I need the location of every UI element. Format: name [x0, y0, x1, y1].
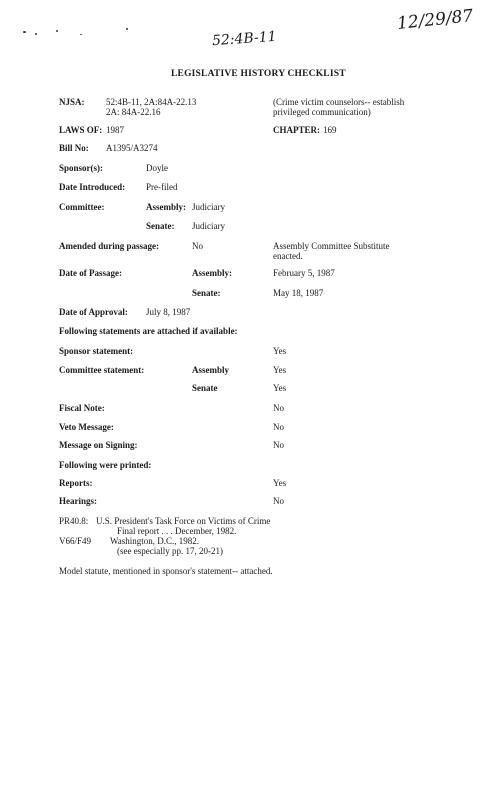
sponsor-statement-label: Sponsor statement:: [59, 346, 134, 356]
sponsor-label: Sponsor(s):: [59, 163, 104, 173]
date-introduced-label: Date Introduced:: [59, 182, 126, 192]
amended-note-line1: Assembly Committee Substitute: [273, 241, 390, 251]
amended-value: No: [192, 241, 203, 251]
laws-of-value: 1987: [106, 125, 124, 135]
committee-statement-senate-label: Senate: [192, 383, 218, 393]
njsa-value-line2: 2A: 84A-22.16: [106, 107, 161, 117]
message-on-signing-value: No: [273, 440, 284, 450]
handwritten-law-number: 52:4B-11: [211, 28, 278, 50]
scan-speck: [126, 28, 128, 30]
committee-statement-assembly-value: Yes: [273, 365, 287, 375]
reference-line-2: Final report . . . December, 1982.: [117, 526, 237, 536]
scan-speck: [80, 34, 82, 35]
passage-assembly-label: Assembly:: [192, 268, 232, 278]
passage-label: Date of Passage:: [59, 268, 122, 278]
committee-senate-label: Senate:: [146, 221, 175, 231]
fiscal-note-label: Fiscal Note:: [59, 403, 105, 413]
laws-of-label: LAWS OF:: [59, 125, 103, 135]
chapter-value: 169: [323, 125, 337, 135]
njsa-description-line1: (Crime victim counselors-- establish: [273, 97, 405, 107]
sponsor-value: Doyle: [146, 163, 168, 173]
reference-line-4: (see especially pp. 17, 20-21): [117, 546, 223, 556]
veto-message-label: Veto Message:: [59, 422, 114, 432]
passage-senate-label: Senate:: [192, 288, 221, 298]
message-on-signing-label: Message on Signing:: [59, 440, 138, 450]
committee-assembly-value: Judiciary: [192, 202, 225, 212]
footnote: Model statute, mentioned in sponsor's statement-- attached.: [59, 566, 273, 576]
scan-speck: [23, 31, 26, 33]
passage-senate-value: May 18, 1987: [273, 288, 324, 298]
date-introduced-value: Pre-filed: [146, 182, 178, 192]
reference-line-1: U.S. President's Task Force on Victims of Crime: [96, 516, 271, 526]
njsa-value-line1: 52:4B-11, 2A:84A-22.13: [106, 97, 197, 107]
njsa-description-line2: privileged communication): [273, 107, 371, 117]
bill-no-label: Bill No:: [59, 143, 89, 153]
passage-assembly-value: February 5, 1987: [273, 268, 335, 278]
printed-heading: Following were printed:: [59, 460, 152, 470]
reference-line-3: Washington, D.C., 1982.: [110, 536, 200, 546]
committee-statement-assembly-label: Assembly: [192, 365, 230, 375]
reference-code-2: V66/F49: [59, 536, 92, 546]
fiscal-note-value: No: [273, 403, 284, 413]
sponsor-statement-value: Yes: [273, 346, 287, 356]
committee-assembly-label: Assembly:: [146, 202, 186, 212]
approval-label: Date of Approval:: [59, 307, 128, 317]
committee-statement-label: Committee statement:: [59, 365, 145, 375]
committee-statement-senate-value: Yes: [273, 383, 287, 393]
reference-code-1: PR40.8:: [59, 516, 89, 526]
reports-value: Yes: [273, 478, 287, 488]
njsa-label: NJSA:: [59, 97, 85, 107]
document-title: LEGISLATIVE HISTORY CHECKLIST: [171, 69, 346, 79]
amended-label: Amended during passage:: [59, 241, 160, 251]
amended-note-line2: enacted.: [273, 251, 303, 261]
scan-speck: [35, 33, 37, 35]
chapter-label: CHAPTER:: [273, 125, 320, 135]
attached-heading: Following statements are attached if available:: [59, 326, 238, 336]
hearings-value: No: [273, 496, 284, 506]
scan-speck: [56, 30, 58, 32]
bill-no-value: A1395/A3274: [106, 143, 158, 153]
hearings-label: Hearings:: [59, 496, 97, 506]
reports-label: Reports:: [59, 478, 93, 488]
committee-senate-value: Judiciary: [192, 221, 225, 231]
committee-label: Committee:: [59, 202, 105, 212]
approval-value: July 8, 1987: [146, 307, 191, 317]
handwritten-date: 12/29/87: [396, 6, 475, 34]
veto-message-value: No: [273, 422, 284, 432]
